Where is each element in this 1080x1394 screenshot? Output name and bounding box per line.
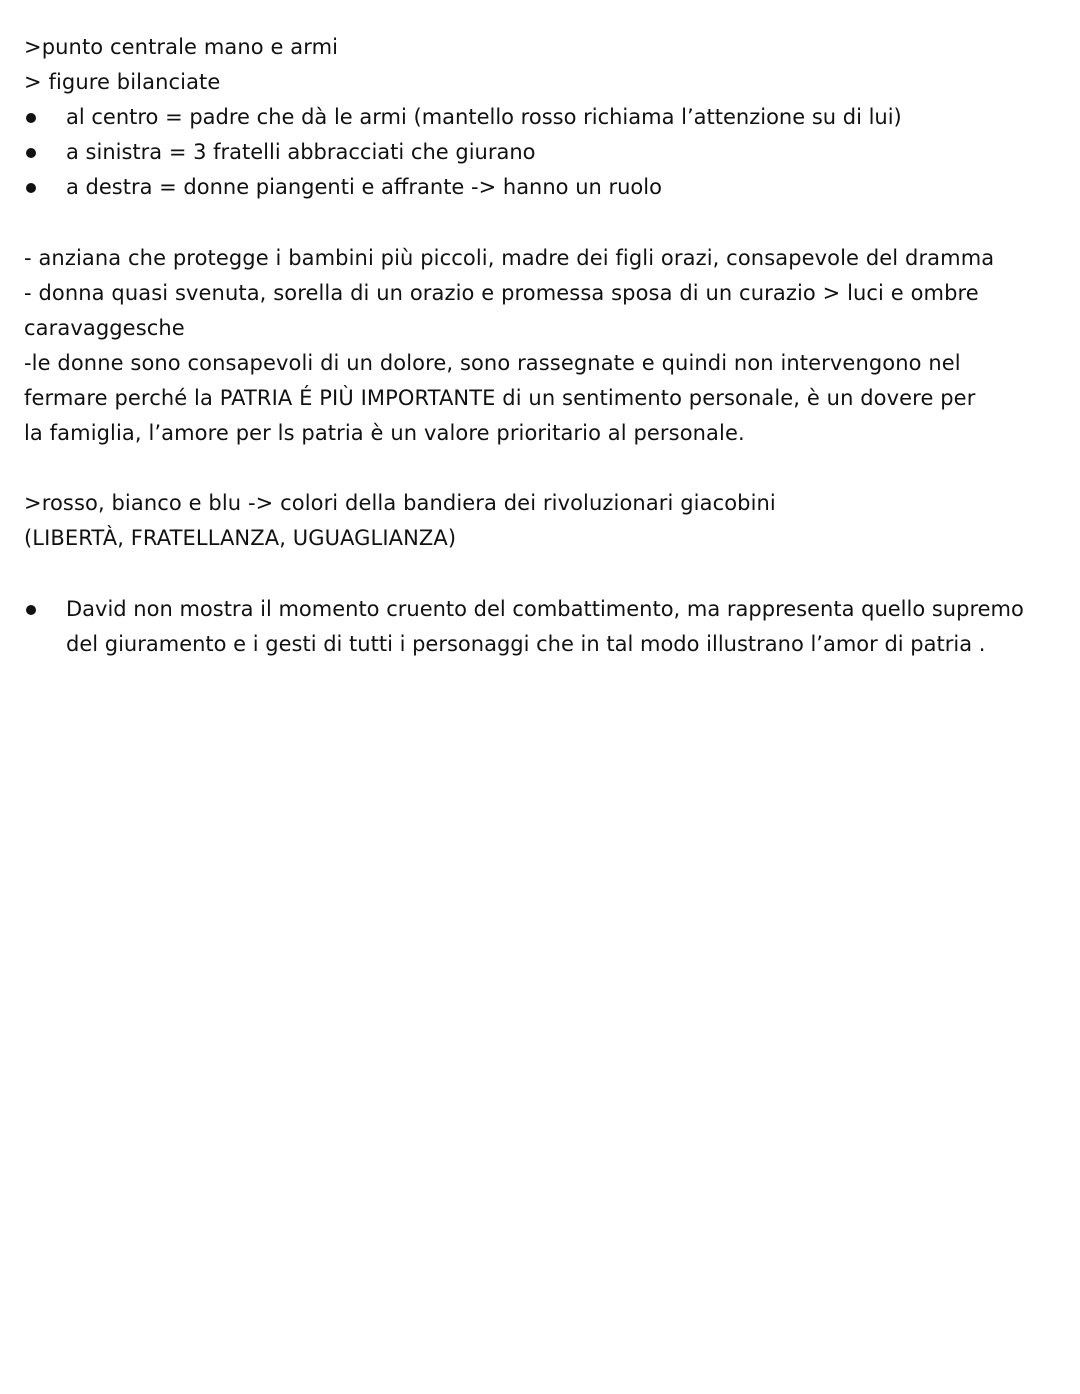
list-item: David non mostra il momento cruento del combattimento, ma rappresenta quello supremo xyxy=(66,597,1024,621)
list-item-continuation: del giuramento e i gesti di tutti i personaggi che in tal modo illustrano l’amor di patria . xyxy=(66,632,986,656)
paragraph-line: fermare perché la PATRIA É PIÙ IMPORTANTE di un sentimento personale, è un dovere per xyxy=(24,386,976,410)
bullet-dot xyxy=(26,183,36,193)
bullet-dot xyxy=(26,113,36,123)
paragraph-line: - donna quasi svenuta, sorella di un orazio e promessa sposa di un curazio > luci e ombre xyxy=(24,281,979,305)
bullet-dot xyxy=(26,605,36,615)
list-item: a sinistra = 3 fratelli abbracciati che giurano xyxy=(66,140,536,164)
values-line: (LIBERTÀ, FRATELLANZA, UGUAGLIANZA) xyxy=(24,526,457,550)
paragraph-line: - anziana che protegge i bambini più piccoli, madre dei figli orazi, consapevole del dramma xyxy=(24,246,995,270)
heading-punto-centrale: >punto centrale mano e armi xyxy=(24,35,339,59)
paragraph-line: -le donne sono consapevoli di un dolore, sono rassegnate e quindi non intervengono nel xyxy=(24,351,961,375)
bullet-dot xyxy=(26,148,36,158)
heading-figure-bilanciate: > figure bilanciate xyxy=(24,70,221,94)
paragraph-line: caravaggesche xyxy=(24,316,185,340)
paragraph-line: la famiglia, l’amore per ls patria è un valore prioritario al personale. xyxy=(24,421,745,445)
list-item: al centro = padre che dà le armi (mantello rosso richiama l’attenzione su di lui) xyxy=(66,105,902,129)
list-item: a destra = donne piangenti e affrante -> hanno un ruolo xyxy=(66,175,662,199)
colors-line: >rosso, bianco e blu -> colori della bandiera dei rivoluzionari giacobini xyxy=(24,491,776,515)
